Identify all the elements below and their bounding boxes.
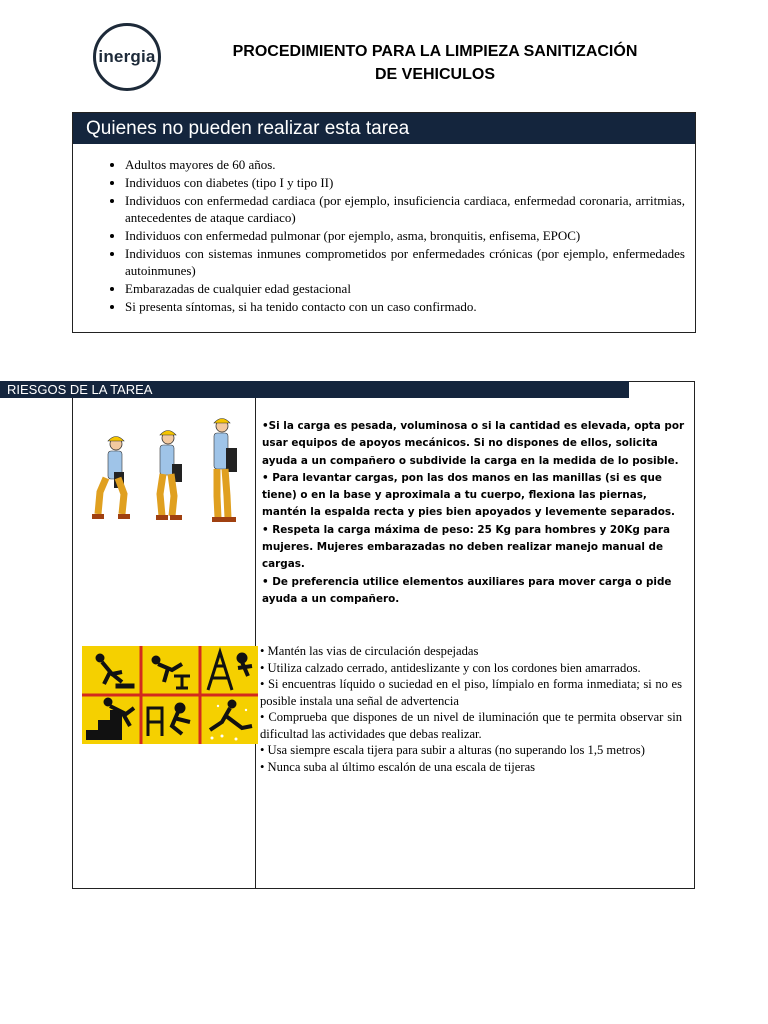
hazard-signs-icon [82, 646, 258, 744]
guideline-paragraph: • De preferencia utilice elementos auxiliares para mover carga o pide ayuda a un compañero. [262, 575, 672, 605]
logo-text: inergia [98, 47, 156, 66]
page-title-line1: PROCEDIMIENTO PARA LA LIMPIEZA SANITIZACIÓN [232, 43, 638, 60]
guideline-paragraph: • Nunca suba al último escalón de una escala de tijeras [260, 759, 536, 774]
fall-prevention-guidelines [260, 643, 682, 775]
guideline-paragraph: •Si la carga es pesada, voluminosa o si la cantidad es elevada, opta por usar equipos de apoyos mecánicos. Si no dispones de ellos, solicita ayuda a un compañero o subdivide la carga en la medida de lo posible. [262, 420, 685, 467]
page-title [170, 40, 700, 86]
lifting-figure-rise [156, 431, 182, 521]
restrictions-heading: Quienes no pueden realizar esta tarea [73, 113, 695, 144]
lifting-guidelines [262, 418, 688, 608]
guideline-paragraph: • Para levantar cargas, pon las dos manos en las manillas (si es que tiene) o en la base y aproximala a tu cuerpo, flexiona las piernas, mantén la espalda recta y pies bien apoyados y levemente separados. [262, 471, 675, 519]
inergia-logo [93, 23, 161, 91]
guideline-paragraph: • Utiliza calzado cerrado, antideslizante y con los cordones bien amarrados. [260, 660, 641, 675]
table-column-divider [255, 398, 256, 889]
lifting-figure-stand [212, 419, 237, 523]
list-item: • Si presenta síntomas, si ha tenido contacto con un caso confirmado. [125, 298, 685, 315]
guideline-paragraph: • Si encuentras líquido o suciedad en el piso, límpialo en forma inmediata; si no es posible instala una señal de advertencia [260, 677, 682, 708]
guideline-paragraph: • Usa siempre escala tijera para subir a alturas (no superando los 1,5 metros) [260, 743, 645, 757]
page-title-line2: DE VEHICULOS [374, 66, 495, 83]
guideline-paragraph: • Comprueba que dispones de un nivel de iluminación que te permita observar sin dificultad las actividades que debas realizar. [260, 710, 682, 741]
list-item: • Embarazadas de cualquier edad gestacional [125, 280, 685, 297]
manual-lifting-icon [86, 414, 246, 532]
list-item: • Individuos con enfermedad cardiaca (por ejemplo, insuficiencia cardiaca, enfermedad coronaria, arritmias, antecedentes de ataque cardiaco) [125, 192, 685, 226]
guideline-paragraph: • Respeta la carga máxima de peso: 25 Kg para hombres y 20Kg para mujeres. Mujeres embarazadas no deben realizar manejo manual de cargas. [262, 523, 671, 571]
list-item: • Individuos con diabetes (tipo I y tipo II) [125, 174, 685, 191]
guideline-paragraph: • Mantén las vias de circulación despejadas [260, 644, 479, 658]
list-item: • Individuos con enfermedad pulmonar (por ejemplo, asma, bronquitis, enfisema, EPOC) [125, 227, 685, 244]
list-item: • Adultos mayores de 60 años. [125, 156, 685, 173]
restrictions-section [72, 112, 696, 333]
risks-heading: RIESGOS DE LA TAREA [0, 381, 629, 398]
lifting-figure-crouch [92, 437, 130, 520]
list-item: • Individuos con sistemas inmunes comprometidos por enfermedades crónicas (por ejemplo, enfermedades autoinmunes) [125, 245, 685, 279]
restrictions-list [125, 156, 685, 315]
